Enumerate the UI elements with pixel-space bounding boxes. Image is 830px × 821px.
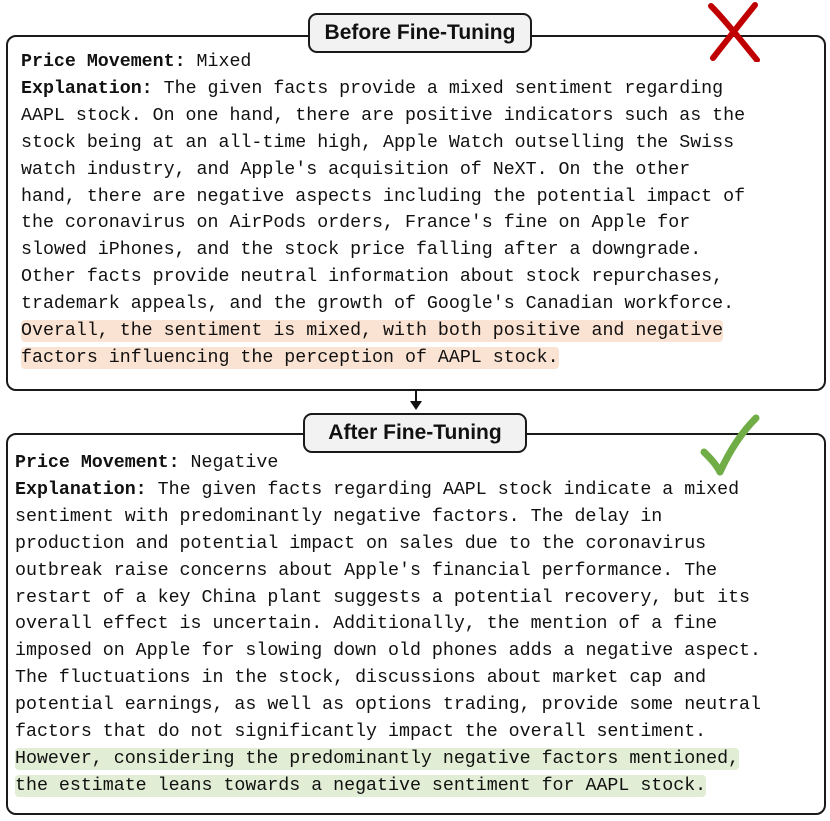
- explanation-line: trademark appeals, and the growth of Google's Canadian workforce.: [21, 294, 735, 315]
- explanation-line: stock being at an all-time high, Apple Watch outselling the Swiss: [21, 132, 735, 153]
- before-body: [21, 49, 745, 372]
- explanation-label: Explanation:: [21, 78, 153, 99]
- explanation-line: restart of a key China plant suggests a potential recovery, but its: [15, 587, 751, 608]
- before-title: Before Fine-Tuning: [308, 13, 532, 53]
- explanation-line: production and potential impact on sales due to the coronavirus: [15, 533, 707, 554]
- explanation-line: The given facts provide a mixed sentiment regarding: [152, 78, 724, 99]
- explanation-line: hand, there are negative aspects including the potential impact of: [21, 186, 746, 207]
- explanation-line: The given facts regarding AAPL stock indicate a mixed: [146, 479, 740, 500]
- explanation-line: the coronavirus on AirPods orders, France's fine on Apple for: [21, 213, 691, 234]
- down-arrow-icon: [405, 390, 427, 412]
- explanation-line: overall effect is uncertain. Additionally, the mention of a fine: [15, 614, 718, 635]
- explanation-line: The fluctuations in the stock, discussions about market cap and: [15, 668, 707, 689]
- after-title: After Fine-Tuning: [303, 413, 527, 453]
- explanation-label: Explanation:: [15, 479, 147, 500]
- price-movement-label: Price Movement:: [21, 52, 186, 72]
- explanation-line: factors that do not significantly impact the overall sentiment.: [15, 722, 707, 743]
- explanation-line: outbreak raise concerns about Apple's financial performance. The: [15, 560, 718, 581]
- highlighted-conclusion: However, considering the predominantly negative factors mentioned,: [15, 748, 740, 769]
- explanation-line: AAPL stock. On one hand, there are positive indicators such as the: [21, 105, 746, 126]
- price-movement-value: Negative: [190, 453, 279, 473]
- price-movement-value: Mixed: [196, 52, 252, 72]
- highlighted-conclusion: Overall, the sentiment is mixed, with both positive and negative: [21, 321, 724, 342]
- explanation-line: Other facts provide neutral information about stock repurchases,: [21, 267, 724, 288]
- explanation-line: potential earnings, as well as options trading, provide some neutral: [15, 695, 761, 716]
- price-movement-label: Price Movement:: [15, 453, 180, 473]
- explanation-line: watch industry, and Apple's acquisition of NeXT. On the other: [21, 159, 691, 180]
- after-body: [15, 450, 761, 800]
- highlighted-conclusion: the estimate leans towards a negative sentiment for AAPL stock.: [15, 775, 707, 796]
- explanation-line: slowed iPhones, and the stock price falling after a downgrade.: [21, 240, 702, 261]
- highlighted-conclusion: factors influencing the perception of AAPL stock.: [21, 347, 559, 368]
- explanation-line: sentiment with predominantly negative factors. The delay in: [15, 506, 663, 527]
- explanation-line: imposed on Apple for slowing down old phones adds a negative aspect.: [15, 641, 761, 662]
